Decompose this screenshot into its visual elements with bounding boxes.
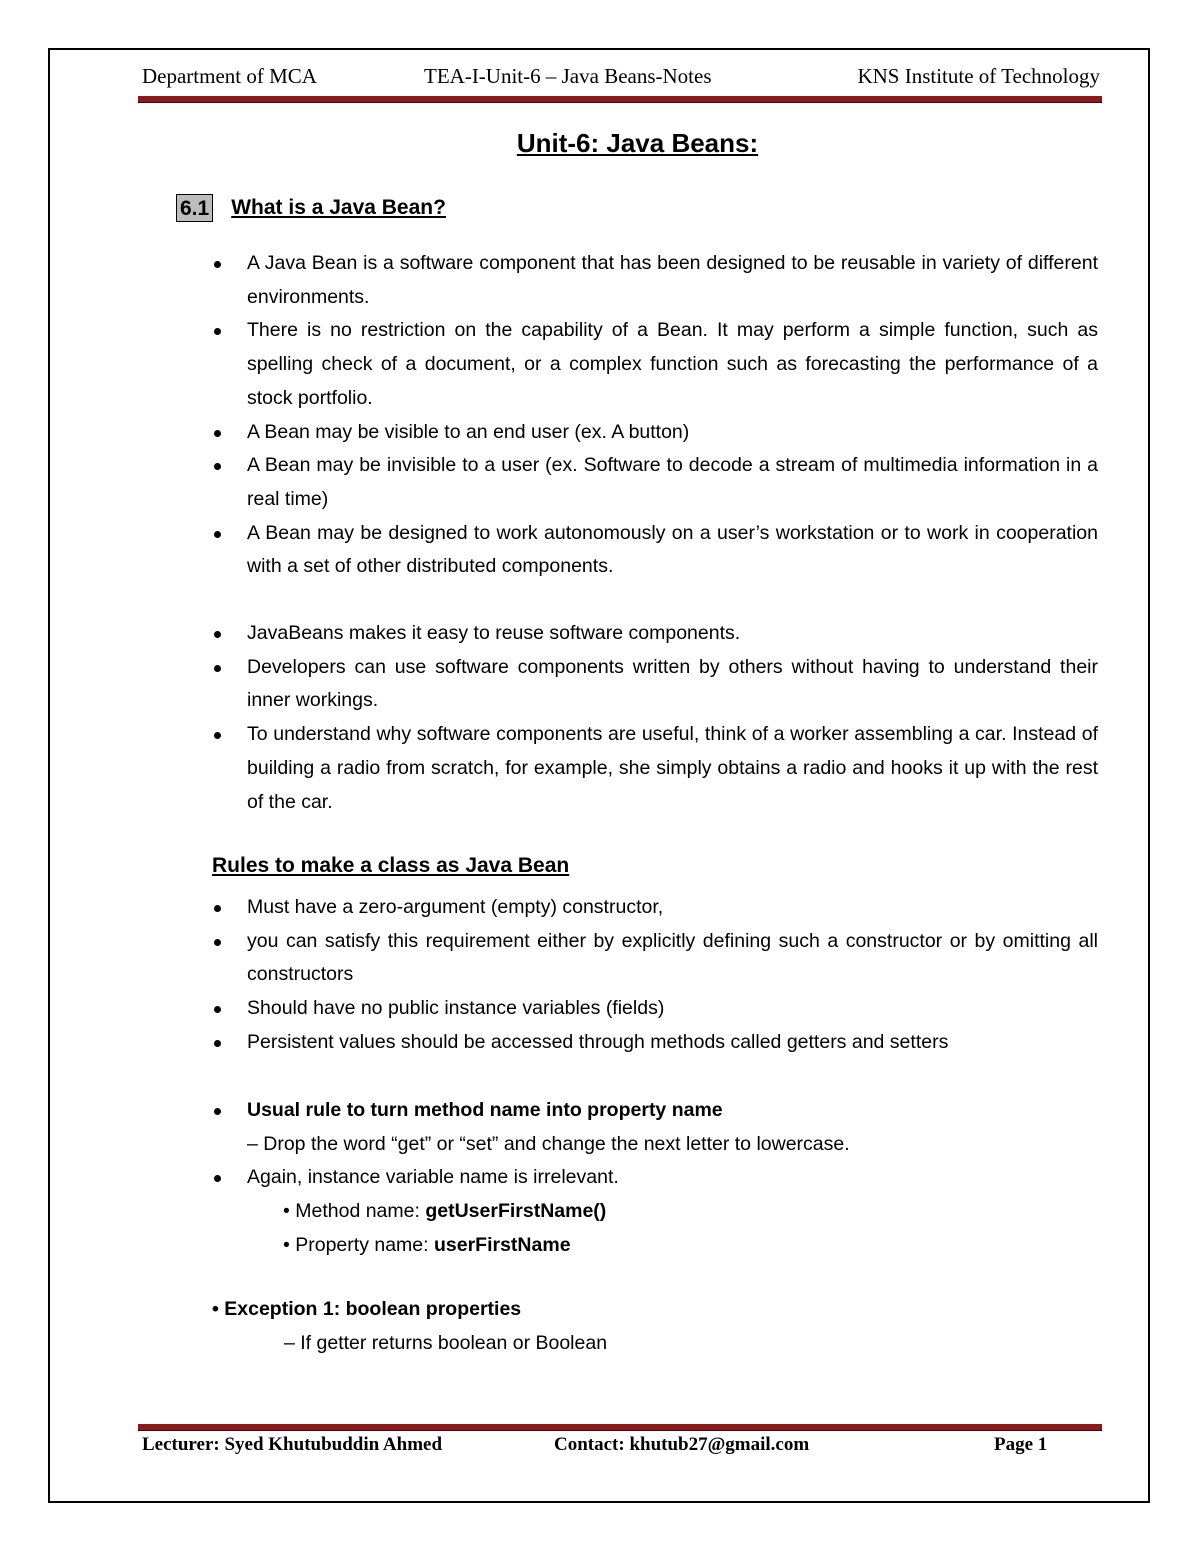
property-name-value: userFirstName bbox=[433, 1233, 571, 1256]
list-item: A Bean may be designed to work autonomously on a user’s workstation or to work in cooperation with a set of other distributed components. bbox=[212, 517, 1098, 584]
list-item: Must have a zero-argument (empty) constructor, bbox=[212, 891, 1098, 925]
exception-detail: – If getter returns boolean or Boolean bbox=[284, 1332, 608, 1354]
property-name-label: • Property name: bbox=[283, 1233, 434, 1256]
list-item: Persistent values should be accessed through methods called getters and setters bbox=[212, 1026, 1098, 1060]
method-name-value: getUserFirstName() bbox=[425, 1200, 607, 1223]
again-text: Again, instance variable name is irrelevant. bbox=[247, 1166, 619, 1189]
rules-list bbox=[212, 891, 1098, 1060]
page-header bbox=[140, 62, 1100, 92]
rules-heading: Rules to make a class as Java Bean bbox=[212, 854, 570, 877]
reuse-list bbox=[212, 617, 1098, 819]
naming-rules-list bbox=[212, 1094, 1098, 1263]
list-item: you can satisfy this requirement either by explicitly defining such a constructor or by omitting all constructors bbox=[212, 925, 1098, 992]
list-item bbox=[212, 1094, 1098, 1161]
footer-lecturer: Lecturer: Syed Khutubuddin Ahmed bbox=[142, 1434, 443, 1455]
method-name-line bbox=[247, 1195, 1098, 1229]
property-name-line bbox=[247, 1229, 1098, 1263]
list-item: There is no restriction on the capability of a Bean. It may perform a simple function, such as spelling check of a document, or a complex function such as forecasting the performance of a stock portfolio. bbox=[212, 314, 1098, 415]
footer-contact: Contact: khutub27@gmail.com bbox=[554, 1434, 810, 1455]
exception-heading: • Exception 1: boolean properties bbox=[212, 1298, 522, 1320]
header-rule bbox=[138, 96, 1102, 103]
header-doc-title: TEA-I-Unit-6 – Java Beans-Notes bbox=[424, 64, 712, 88]
list-item bbox=[212, 1161, 1098, 1262]
list-item: A Bean may be invisible to a user (ex. Software to decode a stream of multimedia information in a real time) bbox=[212, 449, 1098, 516]
footer-rule bbox=[138, 1424, 1102, 1431]
method-name-label: • Method name: bbox=[283, 1200, 426, 1223]
header-institute: KNS Institute of Technology bbox=[857, 64, 1100, 88]
list-item: Should have no public instance variables (fields) bbox=[212, 992, 1098, 1026]
page-title: Unit-6: Java Beans: bbox=[516, 128, 759, 158]
list-item: JavaBeans makes it easy to reuse software components. bbox=[212, 617, 1098, 651]
list-item: Developers can use software components written by others without having to understand their inner workings. bbox=[212, 651, 1098, 718]
usual-rule-detail: – Drop the word “get” or “set” and change the next letter to lowercase. bbox=[247, 1132, 850, 1155]
header-department: Department of MCA bbox=[142, 64, 317, 88]
list-item: To understand why software components are useful, think of a worker assembling a car. Instead of building a radio from scratch, for example, she simply obtains a radio and hooks it up with the rest of the car. bbox=[212, 718, 1098, 819]
list-item: A Java Bean is a software component that has been designed to be reusable in variety of different environments. bbox=[212, 247, 1098, 314]
usual-rule-heading: Usual rule to turn method name into property name bbox=[247, 1099, 723, 1121]
section-number: 6.1 bbox=[176, 194, 213, 222]
section-title: What is a Java Bean? bbox=[231, 196, 446, 219]
bean-definition-list bbox=[212, 247, 1098, 584]
footer-page-number: Page 1 bbox=[994, 1434, 1048, 1455]
list-item: A Bean may be visible to an end user (ex. A button) bbox=[212, 416, 1098, 450]
section-heading bbox=[176, 192, 446, 224]
page-footer bbox=[140, 1432, 1100, 1462]
